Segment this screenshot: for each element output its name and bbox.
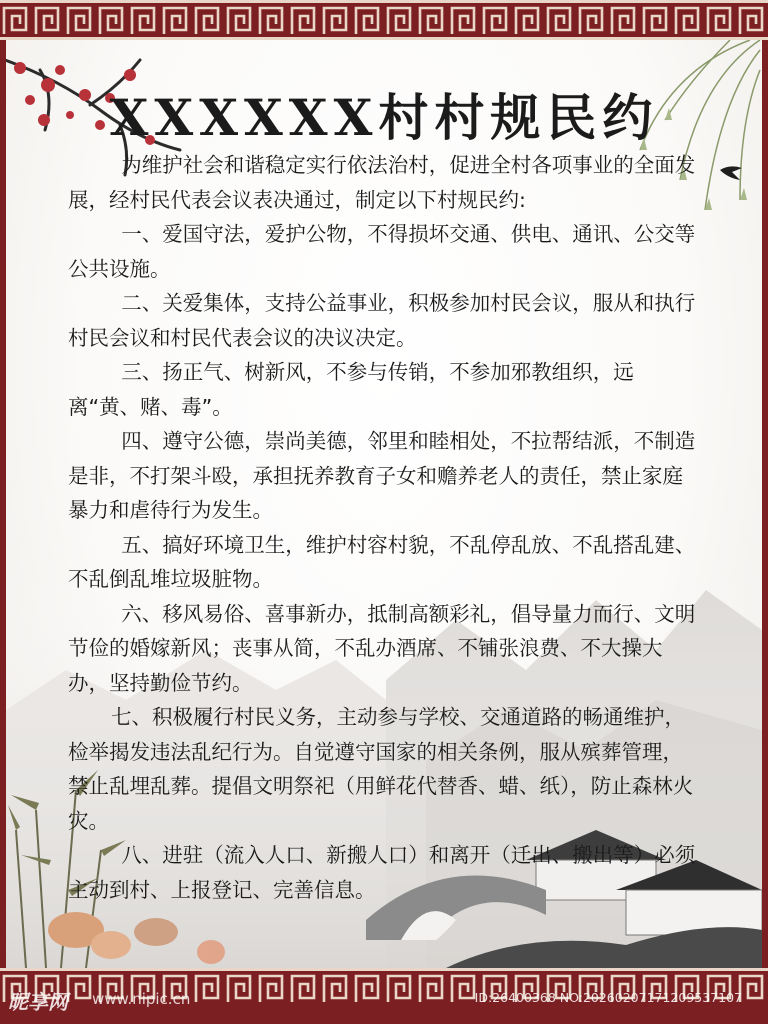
rule-item: 一、爱国守法，爱护公物，不得损坏交通、供电、通讯、公交等公共设施。	[68, 222, 696, 281]
rule-item: 二、关爱集体，支持公益事业，积极参加村民会议，服从和执行村民会议和村民代表会议的决议决定。	[68, 291, 696, 350]
left-border	[0, 40, 6, 968]
swallow-icon	[720, 166, 742, 180]
rule-item: 七、积极履行村民义务，主动参与学校、交通道路的畅通维护，检举揭发违法乱纪行为。自觉遵守国家的相关条例，服从殡葬管理，禁止乱埋乱葬。提倡文明祭祀（用鲜花代替香、蜡、纸），防止森林火灾。	[68, 705, 694, 833]
rule-item: 四、遵守公德，崇尚美德，邻里和睦相处，不拉帮结派，不制造是非，不打架斗殴，承担抚养教育子女和赡养老人的责任，禁止家庭暴力和虐待行为发生。	[68, 429, 696, 522]
rule-item: 三、扬正气、树新风，不参与传销，不参加邪教组织，远离“黄、赌、毒”。	[68, 360, 634, 419]
top-fret-border	[0, 0, 768, 40]
page-title: XXXXXX村村规民约	[109, 88, 659, 147]
watermark-url: www.nipic.cn	[92, 990, 191, 1008]
intro-paragraph: 为维护社会和谐稳定实行依法治村，促进全村各项事业的全面发展，经村民代表会议表决通过，制定以下村规民约:	[68, 153, 696, 212]
right-border	[762, 40, 768, 968]
rule-item: 八、进驻（流入人口、新搬人口）和离开（迁出、搬出等）必须主动到村、上报登记、完善信息。	[68, 843, 696, 902]
regulations-body	[68, 148, 702, 907]
rule-item: 五、搞好环境卫生，维护村容村貌，不乱停乱放、不乱搭乱建、不乱倒乱堆垃圾脏物。	[68, 532, 696, 591]
watermark-brand: 昵享网	[8, 990, 68, 1014]
watermark-id: ID:26400368 NO:20260207171209537107	[474, 990, 742, 1005]
rule-item: 六、移风易俗、喜事新办，抵制高额彩礼，倡导量力而行、文明节俭的婚嫁新风；丧事从简，不乱办酒席、不铺张浪费、不大操大办，坚持勤俭节约。	[68, 601, 696, 695]
